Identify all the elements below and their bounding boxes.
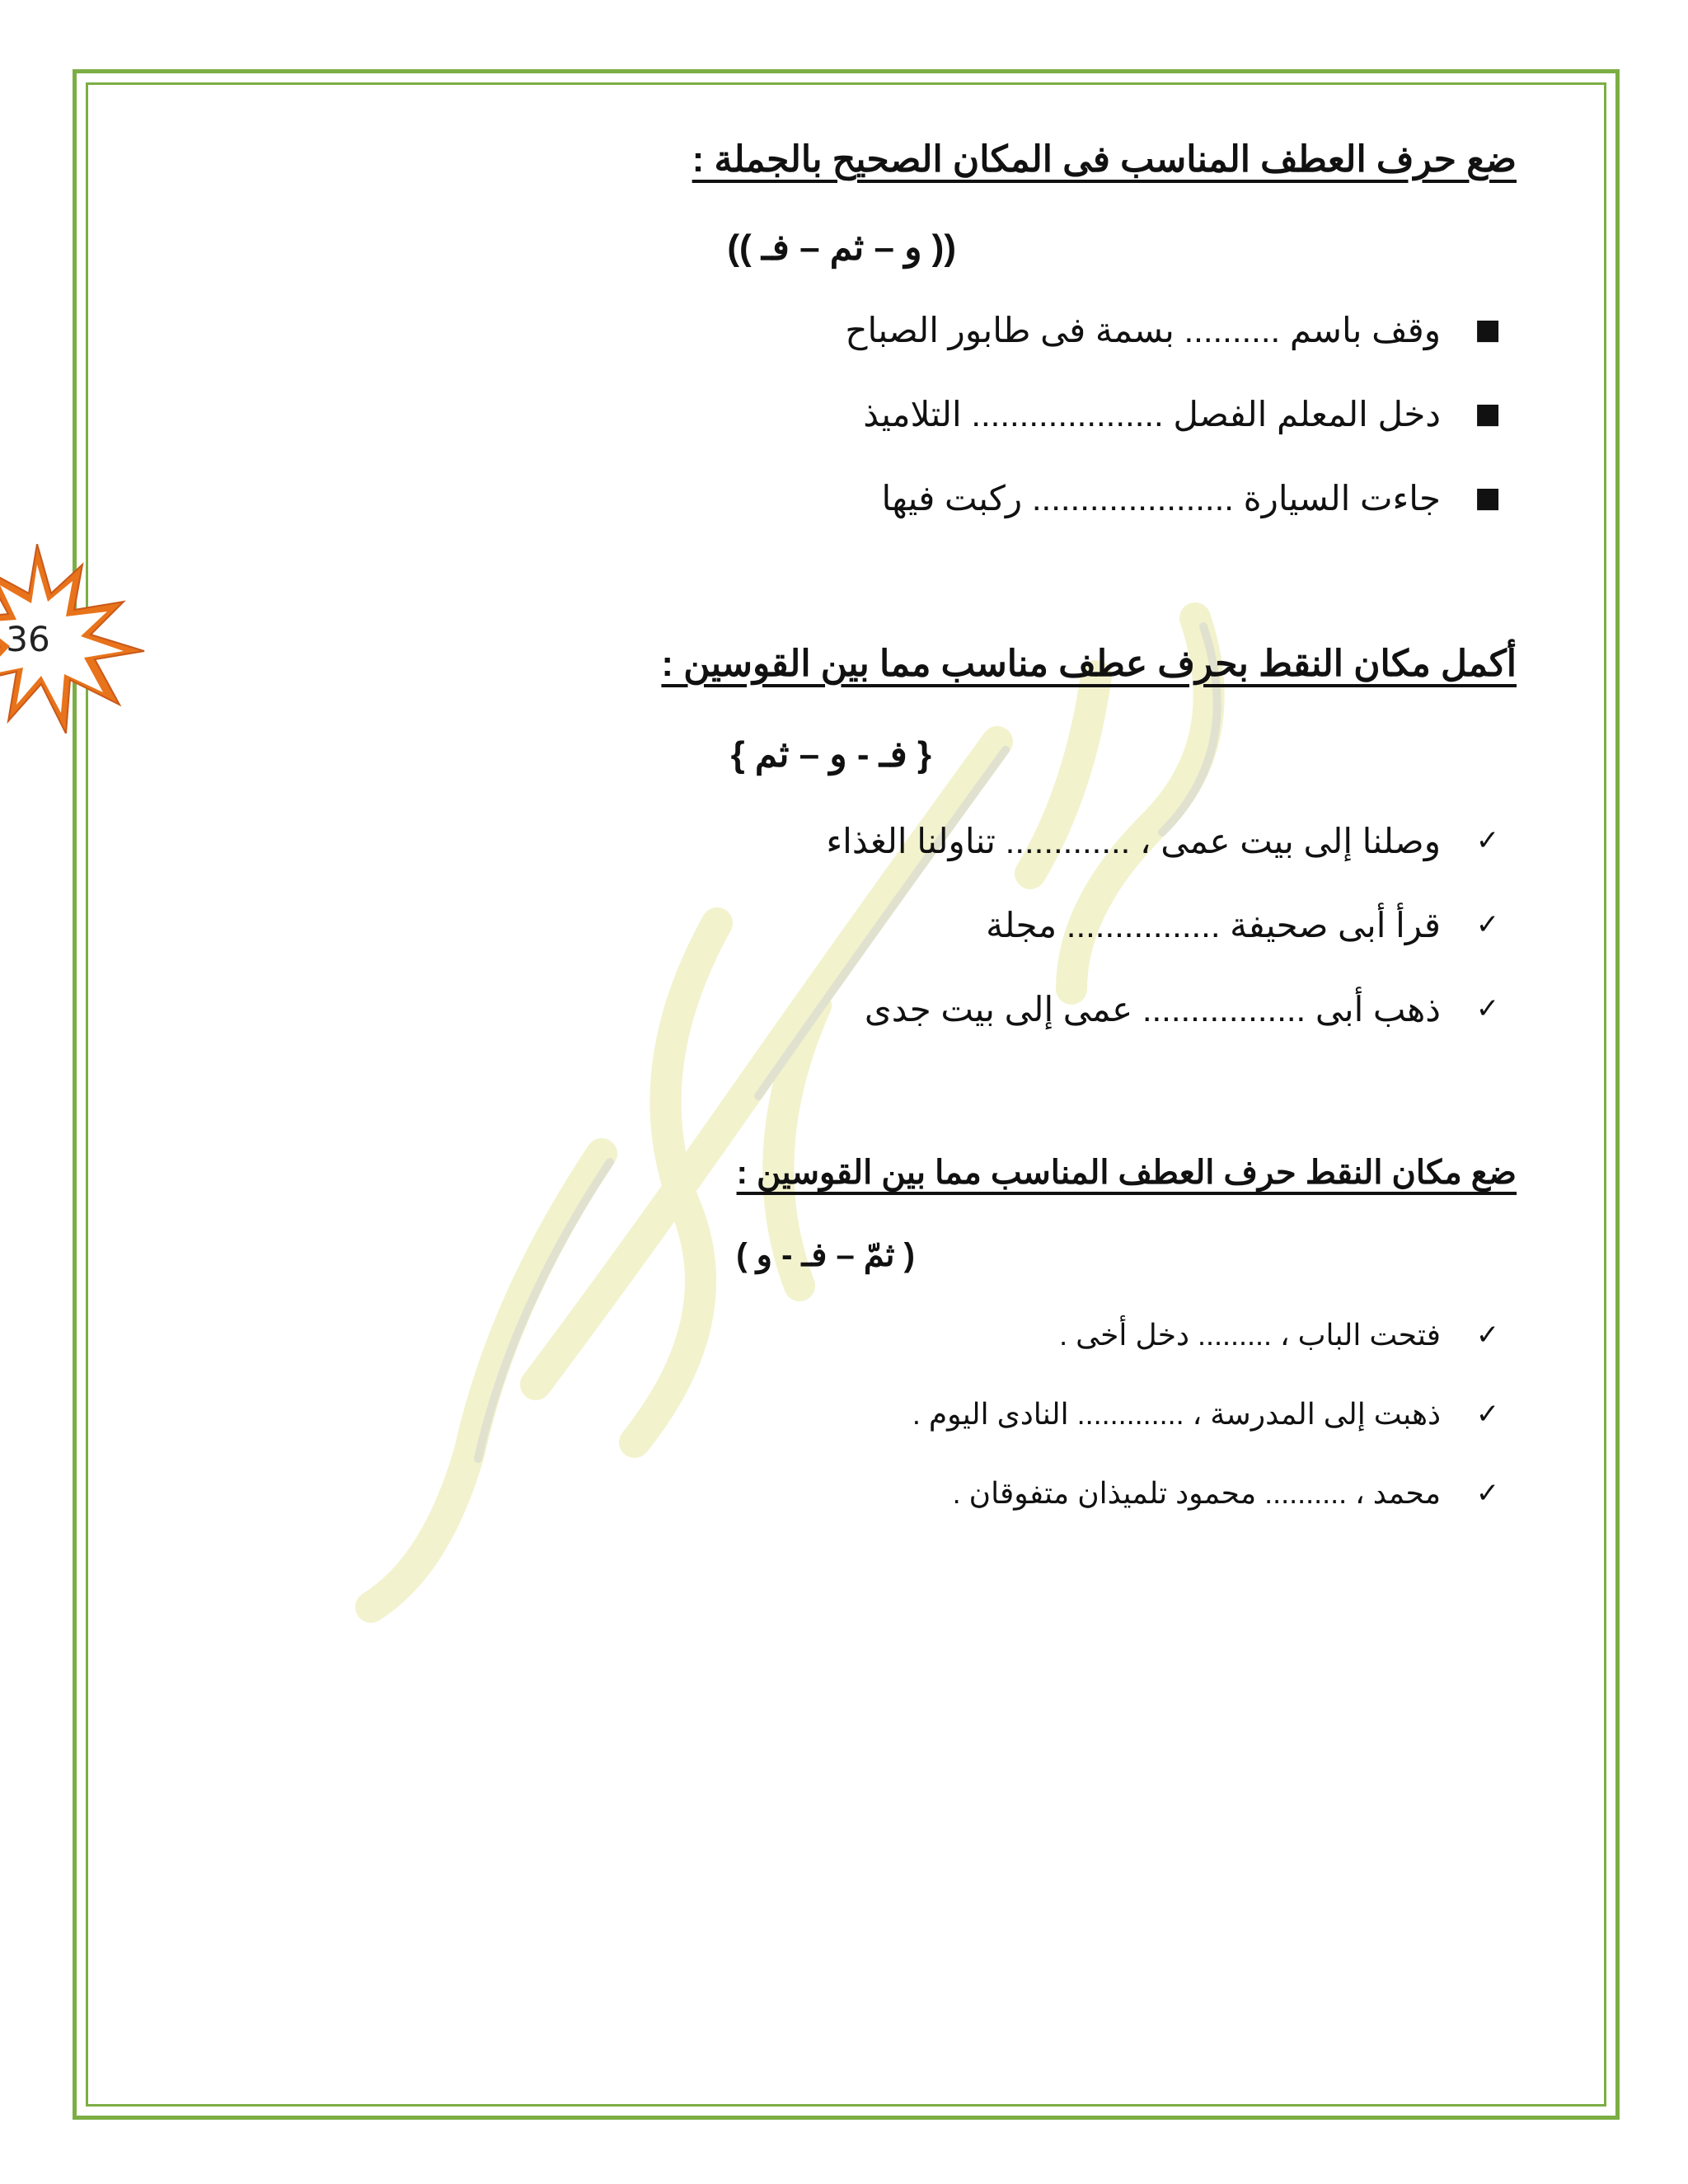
exercise-2-title: أكمل مكان النقط بحرف عطف مناسب مما بين القوسين : [661, 644, 1517, 684]
checkmark-icon: ✓ [1475, 1477, 1500, 1510]
page-number: 36 [6, 618, 50, 659]
exercise-3-item: ✓ فتحت الباب ، ......... دخل أخى . [577, 1310, 1517, 1360]
checkmark-icon: ✓ [1475, 1398, 1500, 1431]
exercise-2-choices: { فـ - و – ثم } [730, 734, 931, 775]
exercise-1-title: ضع حرف العطف المناسب فى المكان الصحيح بالجملة : [692, 139, 1517, 180]
page-number-badge [0, 544, 148, 733]
square-bullet-icon: ■ [1474, 313, 1502, 346]
exercise-3-item: ✓ ذهبت إلى المدرسة ، ............. النادى اليوم . [577, 1390, 1517, 1439]
exercise-3-title: ضع مكان النقط حرف العطف المناسب مما بين القوسين : [736, 1155, 1517, 1191]
checkmark-icon: ✓ [1475, 824, 1500, 857]
exercise-3-item: ✓ محمد ، .......... محمود تلميذان متفوقان . [577, 1469, 1517, 1518]
square-bullet-icon: ■ [1474, 481, 1502, 514]
exercise-1-item: ■ دخل المعلم الفصل .................... التلاميذ [577, 389, 1517, 438]
exercise-1-item: ■ جاءت السيارة ..................... ركبت فيها [577, 473, 1517, 523]
square-bullet-icon: ■ [1474, 397, 1502, 430]
checkmark-icon: ✓ [1475, 992, 1500, 1025]
exercise-1-item: ■ وقف باسم .......... بسمة فى طابور الصباح [577, 305, 1517, 354]
checkmark-icon: ✓ [1475, 908, 1500, 941]
page-border-inner [86, 82, 1606, 2107]
exercise-1-choices: (( و – ثم – فـ )) [727, 227, 956, 268]
checkmark-icon: ✓ [1475, 1319, 1500, 1352]
exercise-2-item: ✓ وصلنا إلى بيت عمى ، ............. تناولنا الغذاء [577, 816, 1517, 865]
exercise-2-item: ✓ ذهب أبى ................. عمى إلى بيت جدى [577, 984, 1517, 1033]
exercise-2-item: ✓ قرأ أبى صحيفة ................ مجلة [577, 900, 1517, 949]
exercise-3-choices: ( ثمّ – فـ - و ) [736, 1237, 915, 1273]
